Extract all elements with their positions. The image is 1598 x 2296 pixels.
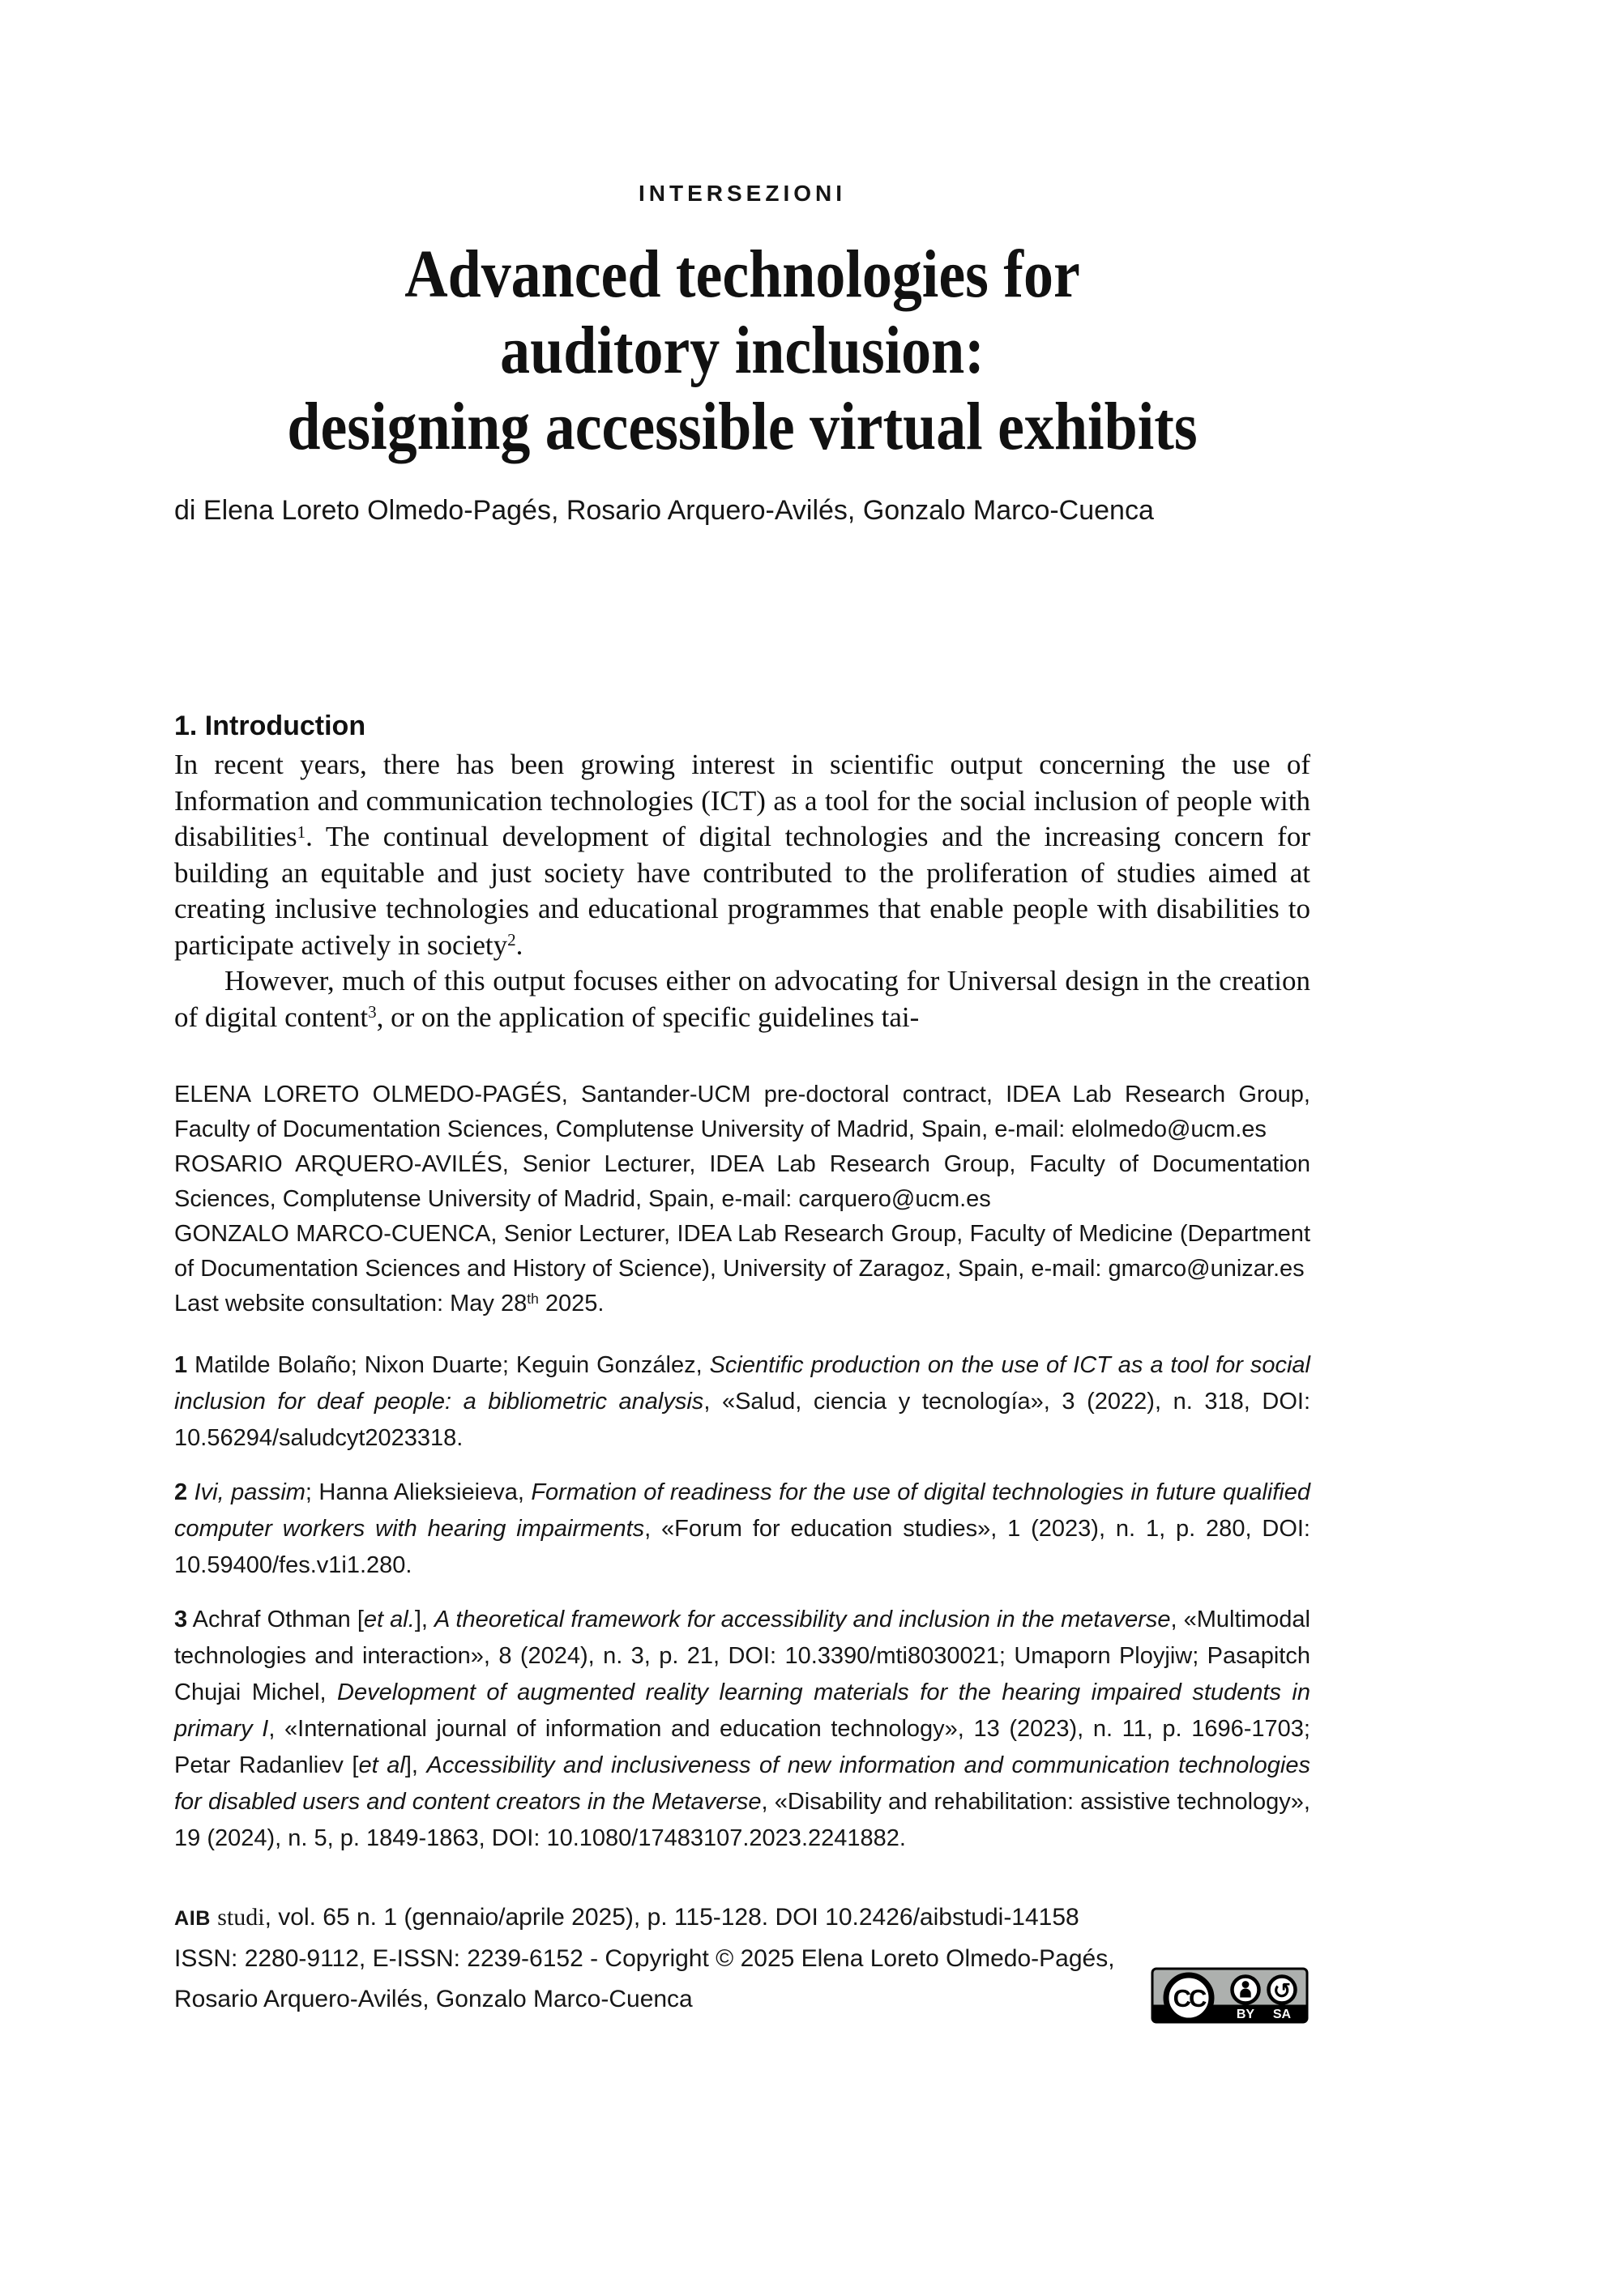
cc-icon: [1166, 1975, 1211, 2021]
cc-by-sa-badge-graphic: [1151, 1967, 1310, 2030]
article-title-line-3: designing accessible virtual exhibits: [287, 389, 1198, 464]
footnote-2: 2 Ivi, passim; Hanna Alieksieieva, Formation of readiness for the use of digital technologies in future qualified computer workers with hearing impairments, «Forum for education studies», 1 (2023), n. 1, p. 280, DOI: 10.59400/fes.v1i1.280.: [174, 1479, 1310, 1578]
affiliation-note-3: GONZALO MARCO-CUENCA, Senior Lecturer, IDEA Lab Research Group, Faculty of Medicine (Department of Documentation Sciences and History of Science), University of Zaragoz, Spain, e-mail: gmarco@unizar.es: [174, 1221, 1310, 1282]
footnote-3: 3 Achraf Othman [et al.], A theoretical framework for accessibility and inclusion in the metaverse, «Multimodal technologies and interaction», 8 (2024), n. 3, p. 21, DOI: 10.3390/mti8030021; Umaporn Ployjiw; Pasapitch Chujai Michel, Development of augmented reality learning materials for the hearing impaired students in primary I, «International journal of information and education technology», 13 (2023), n. 11, p. 1696-1703; Petar Radanliev [et al], Accessibility and inclusiveness of new information and communication technologies for disabled users and content creators in the Metaverse, «Disability and rehabilitation: assistive technology», 19 (2024), n. 5, p. 1849-1863, DOI: 10.1080/17483107.2023.2241882.: [174, 1607, 1311, 1851]
footnote-1: 1 Matilde Bolaño; Nixon Duarte; Keguin González, Scientific production on the use of ICT as a tool for social inclusion for deaf people: a bibliometric analysis, «Salud, ciencia y tecnología», 3 (2022), n. 318, DOI: 10.56294/saludcyt2023318.: [174, 1352, 1310, 1451]
svg-text:↺: ↺: [1272, 1978, 1292, 2004]
author-affiliations: [174, 1078, 1310, 1321]
sa-arrow-icon: [1269, 1977, 1296, 2004]
footnotes: [174, 1347, 1310, 1857]
section-kicker: INTERSEZIONI: [638, 181, 846, 206]
affiliation-note-2: ROSARIO ARQUERO-AVILÉS, Senior Lecturer, IDEA Lab Research Group, Faculty of Documentation Sciences, Complutense University of Madrid, Spain, e-mail: carquero@ucm.es: [174, 1151, 1310, 1212]
by-person-icon: [1233, 1977, 1259, 2004]
section-heading: 1. Introduction: [174, 711, 366, 741]
text-block: [174, 0, 1310, 2020]
body-paragraph-2: However, much of this output focuses either on advocating for Universal design in the creation of digital content$^3$, or on the application of specific guidelines tai-: [174, 965, 1310, 1033]
cc-license-badge: [1151, 1967, 1310, 2030]
body-paragraph-1: In recent years, there has been growing interest in scientific output concerning the use of Information and communication technologies (ICT) as a tool for the social inclusion of people with disabilities$^1$. The continual development of digital technologies and the increasing concern for building an equitable and just society have contributed to the proliferation of studies aimed at creating inclusive technologies and educational programmes that enable people with disabilities to participate actively in society$^2$.: [174, 749, 1310, 961]
affiliation-note-1: ELENA LORETO OLMEDO-PAGÉS, Santander-UCM pre-doctoral contract, IDEA Lab Research Group, Faculty of Documentation Sciences, Complutense University of Madrid, Spain, e-mail: elolmedo@ucm.es: [174, 1082, 1310, 1142]
copyright-line: ISSN: 2280-9112, E-ISSN: 2239-6152 - Copyright © 2025 Elena Loreto Olmedo-Pagés, Rosario Arquero-Avilés, Gonzalo Marco-Cuenca: [174, 1945, 1115, 2012]
svg-text:CC: CC: [1173, 1984, 1205, 2012]
article-title-line-1: Advanced technologies for: [404, 237, 1080, 312]
journal-citation-line: AIB studi, vol. 65 n. 1 (gennaio/aprile 2025), p. 115-128. DOI 10.2426/aibstudi-14158: [174, 1904, 1079, 1931]
last-consultation-note: Last website consultation: May 28th 2025.: [174, 1291, 605, 1317]
journal-footer: [174, 1897, 1310, 2020]
byline: di Elena Loreto Olmedo-Pagés, Rosario Arquero-Avilés, Gonzalo Marco-Cuenca: [174, 495, 1154, 526]
article-title: [242, 237, 1242, 465]
article-title-line-2: auditory inclusion:: [500, 313, 985, 388]
sa-label: SA: [1272, 2008, 1292, 2021]
by-label: BY: [1236, 2008, 1255, 2021]
